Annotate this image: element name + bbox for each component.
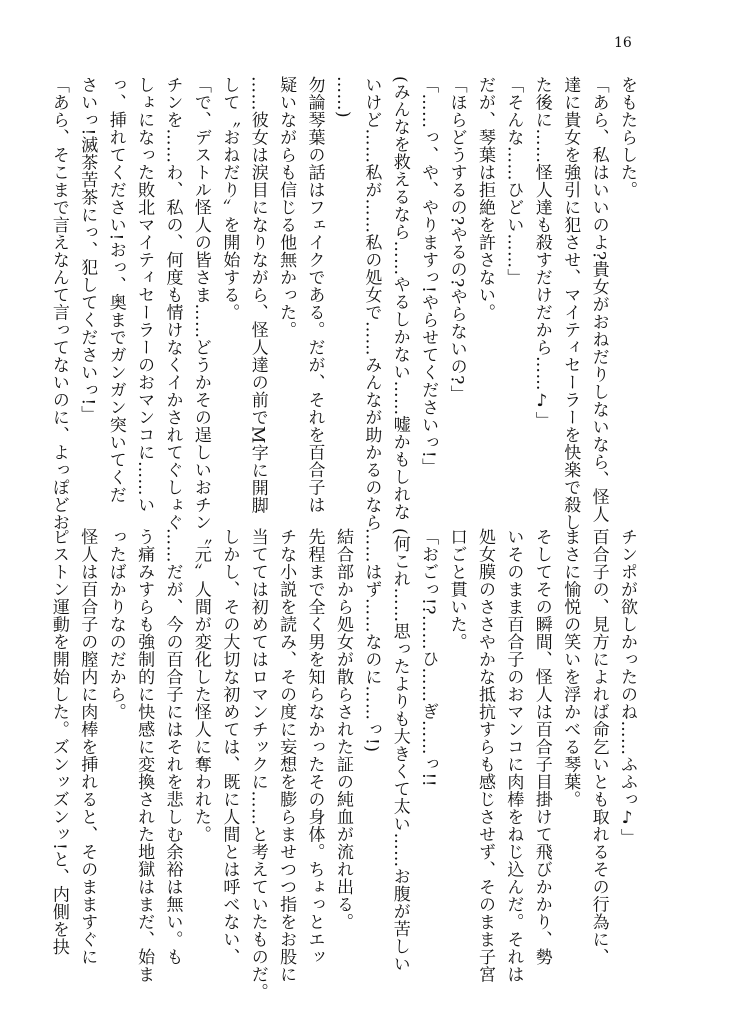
upper-text-block bbox=[44, 76, 641, 531]
text-line: 結合部から処女が散らされた証の純血が流れ出る。 bbox=[332, 528, 353, 931]
text-line: そしてその瞬間、怪人は百合子目掛けて飛びかかり、勢 bbox=[531, 528, 552, 966]
text-line: ……はず……なのに……っ!) bbox=[361, 528, 382, 753]
text-line: 勿論琴葉の話はフェイクである。だが、それを百合子は bbox=[304, 76, 325, 514]
text-line: 「おごっ!?……ひ……ぎ……っ!! bbox=[418, 528, 439, 788]
text-line: チンを……わ、私の、何度も情けなくイかされてぐしょぐ bbox=[162, 76, 183, 531]
text-line: して〝おねだり〟を開始する。 bbox=[219, 76, 240, 321]
text-line: ……だが、今の百合子にはそれを悲しむ余裕は無い。も bbox=[162, 528, 183, 966]
text-line: 「で、デストル怪人の皆さま……どうかその逞しいおチン bbox=[190, 76, 211, 531]
text-line: だが、琴葉は拒絶を許さない。 bbox=[474, 76, 495, 321]
text-line: いけど……私が……私の処女で……みんなが助かるのなら bbox=[361, 76, 382, 531]
text-line: 先程まで全く男を知らなかったその身体。ちょっとエッ bbox=[304, 528, 325, 966]
text-line: 処女膜のささやかな抵抗すらも感じさせず、そのまま子宮 bbox=[474, 528, 495, 983]
text-line: いそのまま百合子のおマンコに肉棒をねじ込んだ。それは bbox=[503, 528, 524, 983]
text-line: た後に……怪人達も殺すだけだから……♪」 bbox=[531, 76, 552, 429]
text-line: をもたらした。 bbox=[617, 76, 637, 199]
text-line: ……彼女は涙目になりながら、怪人達の前でM字に開脚 bbox=[247, 76, 268, 514]
text-line: 「……っ、や、やりますっ!やらせてくださいっ!」 bbox=[418, 76, 439, 476]
text-line: 当てては初めてはロマンチックに……と考えていたものだ。 bbox=[247, 528, 268, 1001]
text-line: 「あら、私はいいのよ?貴女がおねだりしないなら、怪人 bbox=[588, 76, 609, 524]
text-line: ったばかりなのだから。 bbox=[105, 528, 126, 721]
text-line: 〝元〟人間が変化した怪人に奪われた。 bbox=[190, 528, 211, 843]
text-line: しかし、その大切な初めては、既に人間とは呼べない、 bbox=[219, 528, 240, 966]
text-line: 「あら、そこまで言えなんて言ってないのに、よっぽどお bbox=[48, 76, 69, 531]
text-line: まさに愉悦の笑いを浮かべる琴葉。 bbox=[560, 528, 581, 808]
text-line: 百合子の、見方によれば命乞いとも取れるその行為に、 bbox=[588, 528, 609, 966]
text-line: 疑いながらも信じる他無かった。 bbox=[276, 76, 297, 339]
page-number: 16 bbox=[614, 35, 632, 51]
text-line: ……) bbox=[332, 76, 353, 119]
text-line: う痛みすらも強制的に快感に変換された地獄はまだ、始ま bbox=[134, 528, 155, 983]
text-line: 「ほらどうするの?やるの?やらないの?」 bbox=[446, 76, 467, 403]
text-line: っ、挿れてください!おっ、奥までガンガン突いてくだ bbox=[105, 76, 126, 504]
text-line: 達に貴女を強引に犯させ、マイティセーラーを快楽で殺し bbox=[560, 76, 581, 531]
text-line: 怪人は百合子の膣内に肉棒を挿れると、そのまますぐに bbox=[77, 528, 98, 966]
text-line: さいっ!滅茶苦茶にっ、犯してくださいっ!」 bbox=[77, 76, 98, 424]
text-line: 口ごと貫いた。 bbox=[446, 528, 467, 651]
text-line: ピストン運動を開始した。ズンッズンッ!と、内側を抉 bbox=[48, 528, 69, 956]
text-line: 「そんな……ひどい……」 bbox=[503, 76, 524, 286]
text-line: チンポが欲しかったのね……ふふっ♪」 bbox=[617, 528, 637, 846]
text-line: (何これ……思ったよりも大きくて太い……お腹が苦しい bbox=[389, 528, 410, 973]
text-line: しょになった敗北マイティセーラーのおマンコに……い bbox=[134, 76, 155, 514]
text-line: チな小説を読み、その度に妄想を膨らませつつ指をお股に bbox=[276, 528, 297, 983]
lower-text-block bbox=[44, 528, 641, 1001]
text-line: (みんなを救えるなら……やるしかない……嘘かもしれな bbox=[389, 76, 410, 521]
